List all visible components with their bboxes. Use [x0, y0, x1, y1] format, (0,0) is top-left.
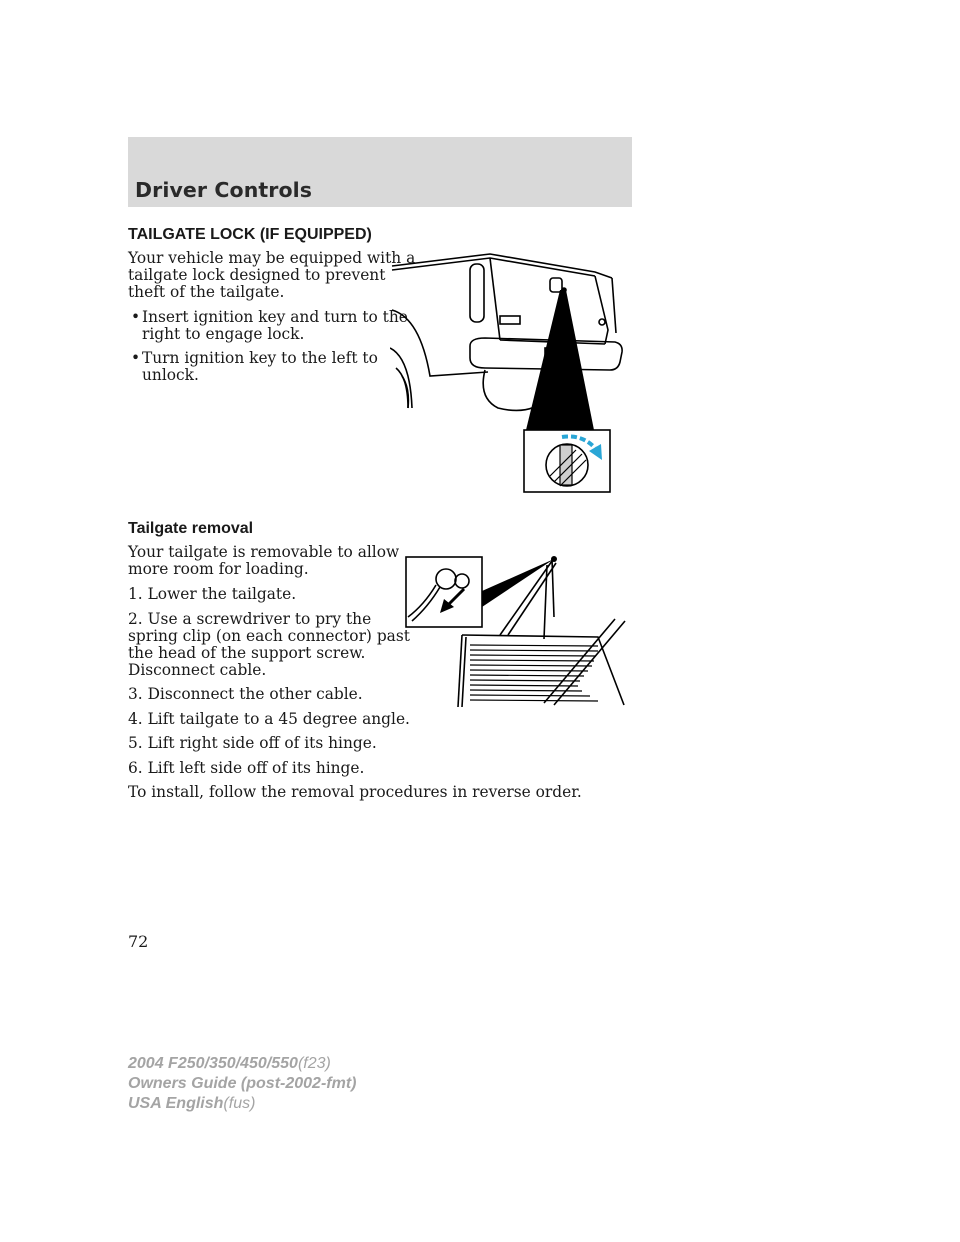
step-5: 5. Lift right side off of its hinge.	[128, 734, 377, 752]
step-2-line-3: the head of the support screw.	[128, 644, 366, 662]
lock-bullet-1-line-2: right to engage lock.	[142, 325, 305, 343]
closing-instruction: To install, follow the removal procedures in reverse order.	[128, 783, 582, 801]
bullet-dot: •	[131, 349, 141, 367]
footer-line-2	[128, 1074, 356, 1094]
footer-guide: Owners Guide (post-2002-fmt)	[128, 1075, 357, 1092]
lock-bullet-1	[131, 308, 408, 326]
footer-language-code: (fus)	[223, 1095, 256, 1112]
bullet-dot: •	[131, 308, 141, 326]
step-1: 1. Lower the tailgate.	[128, 585, 297, 603]
tailgate-removal-illustration	[404, 555, 628, 707]
footer-model-code: (f23)	[297, 1055, 331, 1072]
lock-bullet-2-line-1: Turn ignition key to the left to	[142, 349, 378, 367]
tailgate-lock-illustration	[390, 248, 630, 496]
step-6: 6. Lift left side off of its hinge.	[128, 759, 365, 777]
lock-bullet-1-cont	[142, 326, 304, 343]
lock-intro-line-3: theft of the tailgate.	[128, 283, 285, 301]
footer-language: USA English	[128, 1095, 224, 1112]
footer-model: 2004 F250/350/450/550	[128, 1055, 298, 1072]
removal-intro-line-1: Your tailgate is removable to allow	[128, 543, 400, 561]
tailgate-lock-heading: TAILGATE LOCK (IF EQUIPPED)	[128, 226, 372, 243]
lock-bullet-2-line-2: unlock.	[142, 366, 199, 384]
step-2-line-1: 2. Use a screwdriver to pry the	[128, 610, 372, 628]
step-3: 3. Disconnect the other cable.	[128, 685, 363, 703]
footer-line-1	[128, 1054, 356, 1074]
page-title: Driver Controls	[135, 178, 313, 202]
lock-bullet-2-cont	[142, 367, 199, 384]
lock-intro-line-1: Your vehicle may be equipped with a	[128, 249, 416, 267]
lock-bullet-2	[131, 349, 378, 367]
step-4: 4. Lift tailgate to a 45 degree angle.	[128, 710, 410, 728]
tailgate-removal-heading: Tailgate removal	[128, 520, 254, 537]
document-footer	[128, 1054, 356, 1114]
removal-intro-line-2: more room for loading.	[128, 560, 309, 578]
lock-bullet-1-line-1: Insert ignition key and turn to the	[142, 308, 408, 326]
step-2-line-4: Disconnect cable.	[128, 661, 267, 679]
footer-line-3	[128, 1094, 356, 1114]
page-number: 72	[128, 932, 149, 951]
lock-intro-line-2: tailgate lock designed to prevent	[128, 266, 386, 284]
step-2-line-2: spring clip (on each connector) past	[128, 627, 410, 645]
